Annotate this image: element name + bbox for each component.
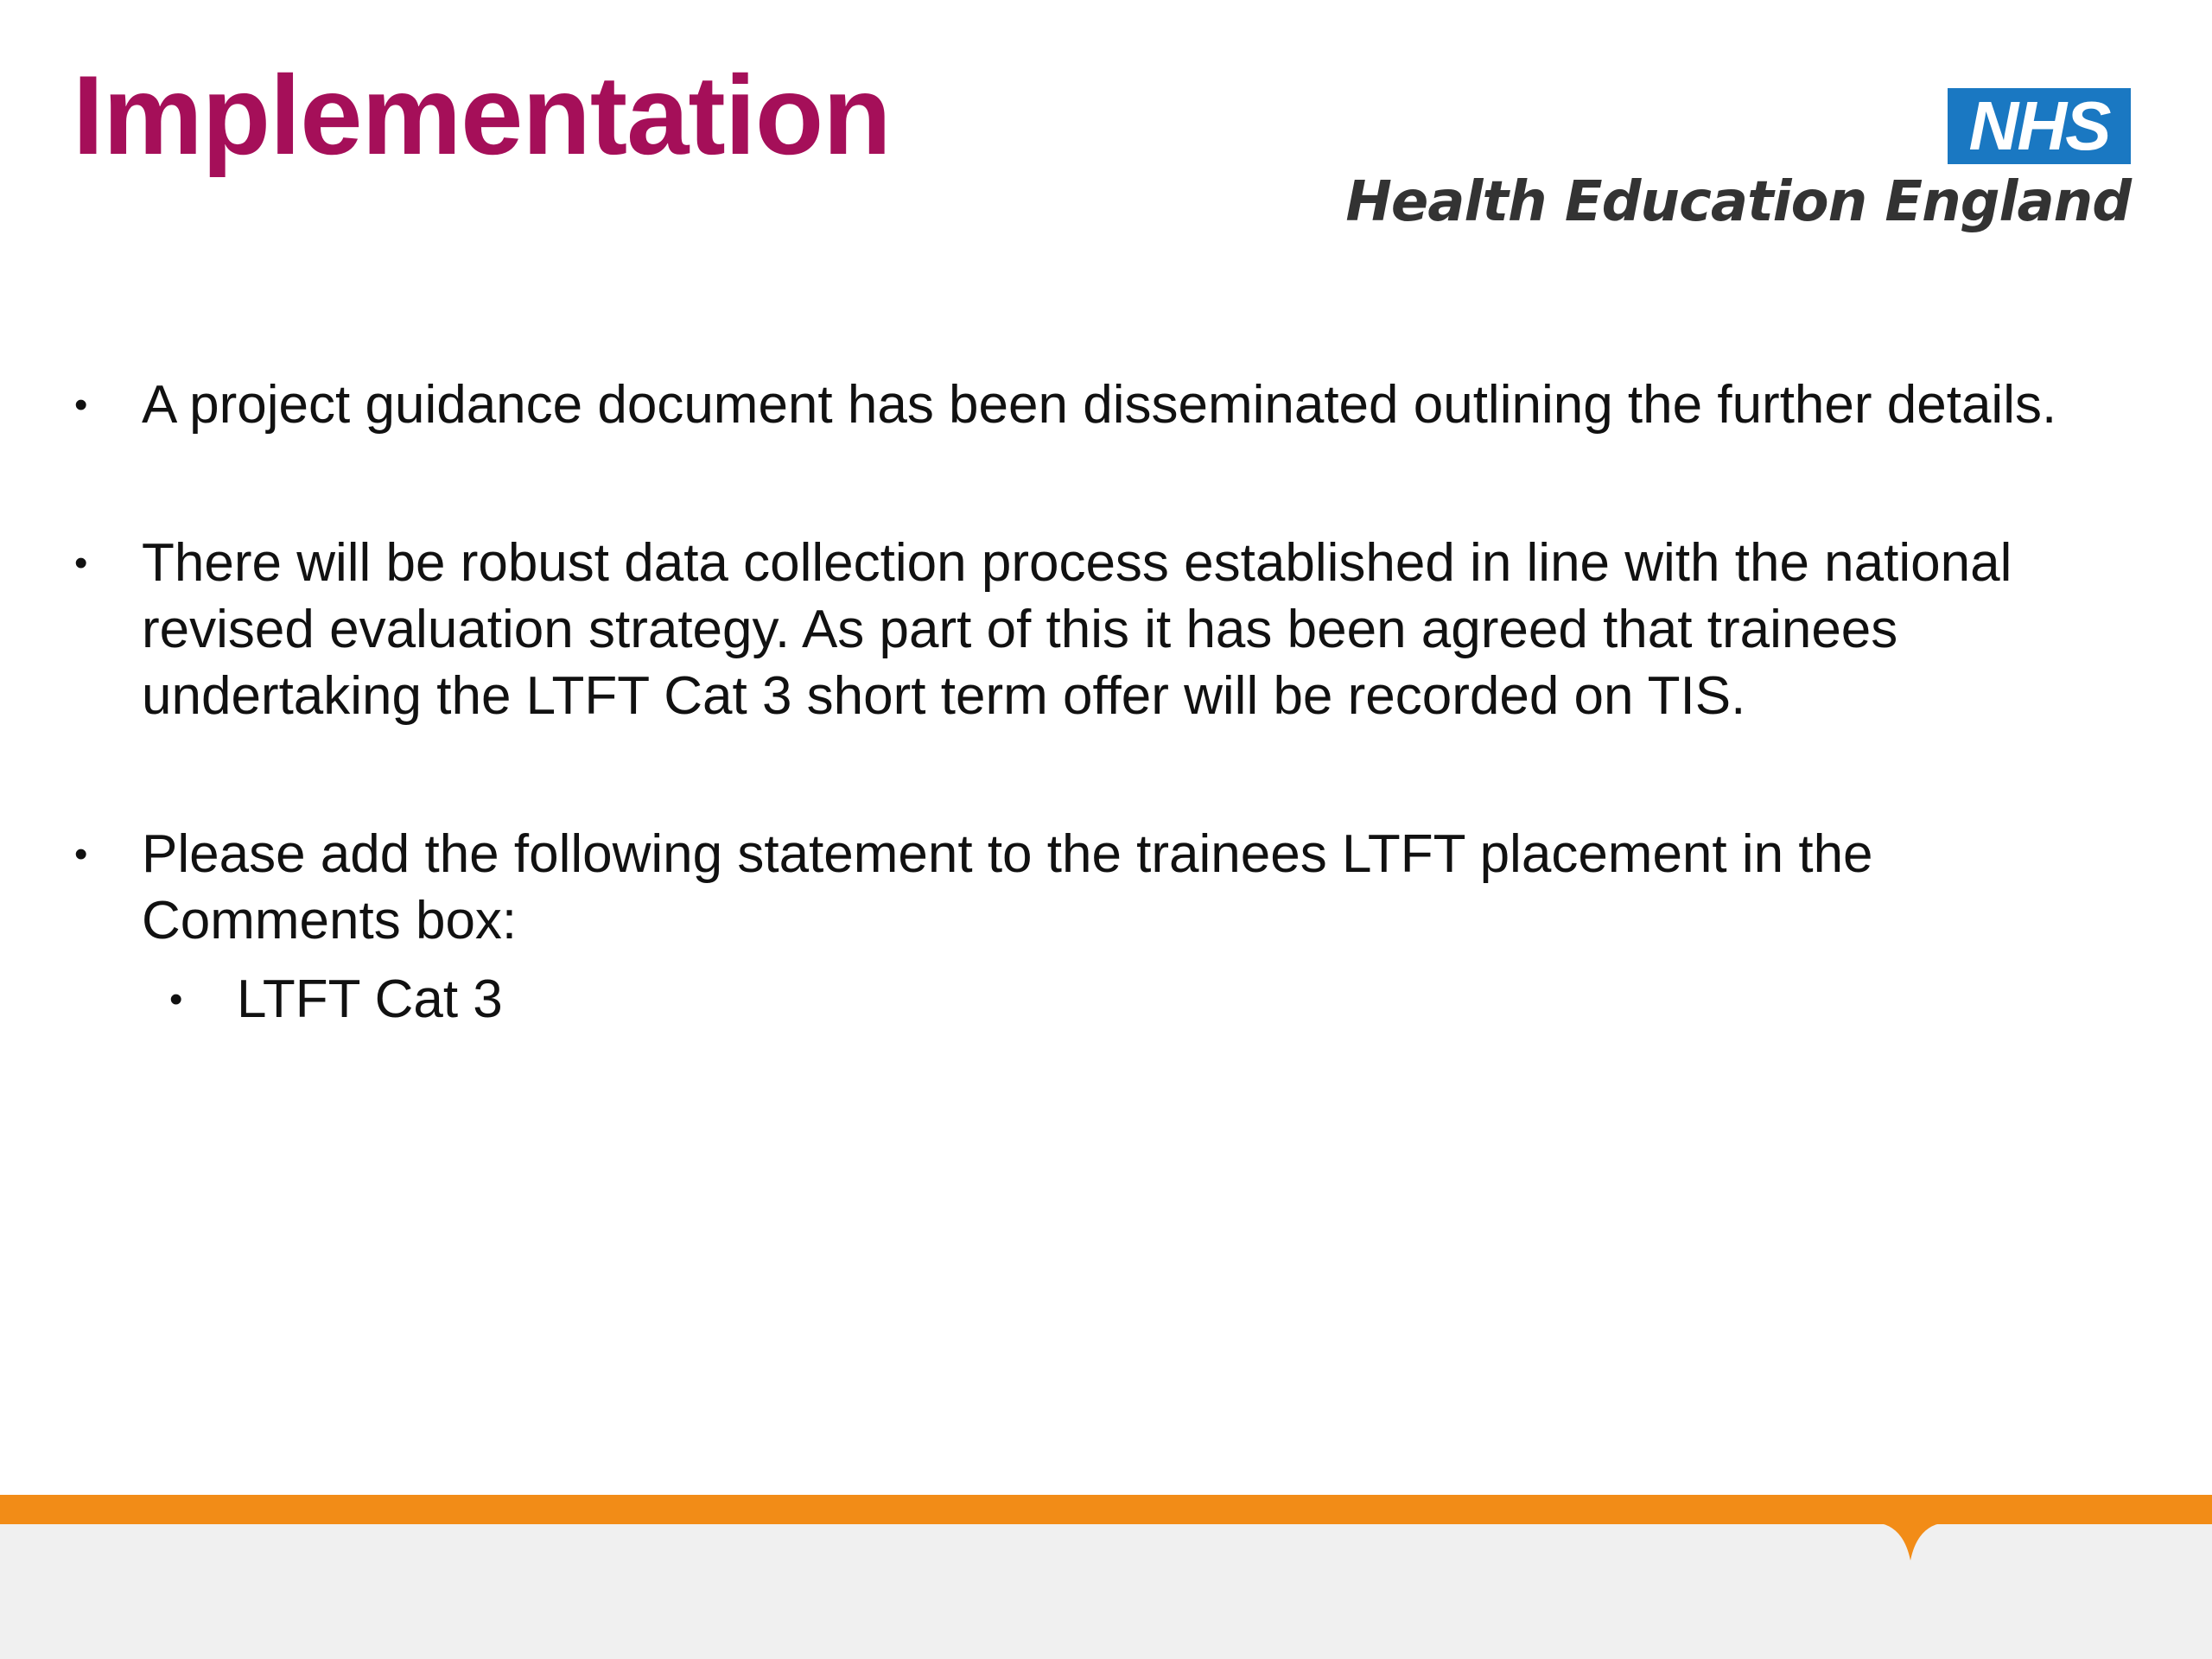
bullet-list [69, 372, 2143, 1033]
bullet-dot-icon: • [74, 384, 88, 426]
bullet-text: Please add the following statement to the trainees LTFT placement in the Comments box: [142, 824, 1873, 950]
bullet-dot-icon: • [169, 978, 183, 1020]
bullet-dot-icon: • [74, 833, 88, 875]
nhs-hee-logo [1336, 85, 2131, 240]
organisation-name: Health Education England [1345, 170, 2131, 234]
bullet-text: There will be robust data collection process established in line with the national revised evaluation strategy. As part of this it has been agreed that trainees undertaking the LTFT Cat 3 short term offer will be recorded on TIS. [142, 533, 2012, 726]
sub-bullet-item [69, 966, 2143, 1033]
bullet-text: A project guidance document has been disseminated outlining the further details. [142, 375, 2057, 435]
nhs-logo-badge: NHS [1948, 88, 2131, 164]
bullet-item [69, 372, 2143, 438]
bullet-dot-icon: • [74, 542, 88, 584]
slide-title: Implementation [73, 52, 891, 178]
footer-notch-icon [1872, 1522, 1949, 1562]
footer-orange-stripe [0, 1495, 2212, 1524]
bullet-item [69, 821, 2143, 954]
sub-bullet-text: LTFT Cat 3 [237, 969, 503, 1029]
bullet-item [69, 530, 2143, 729]
